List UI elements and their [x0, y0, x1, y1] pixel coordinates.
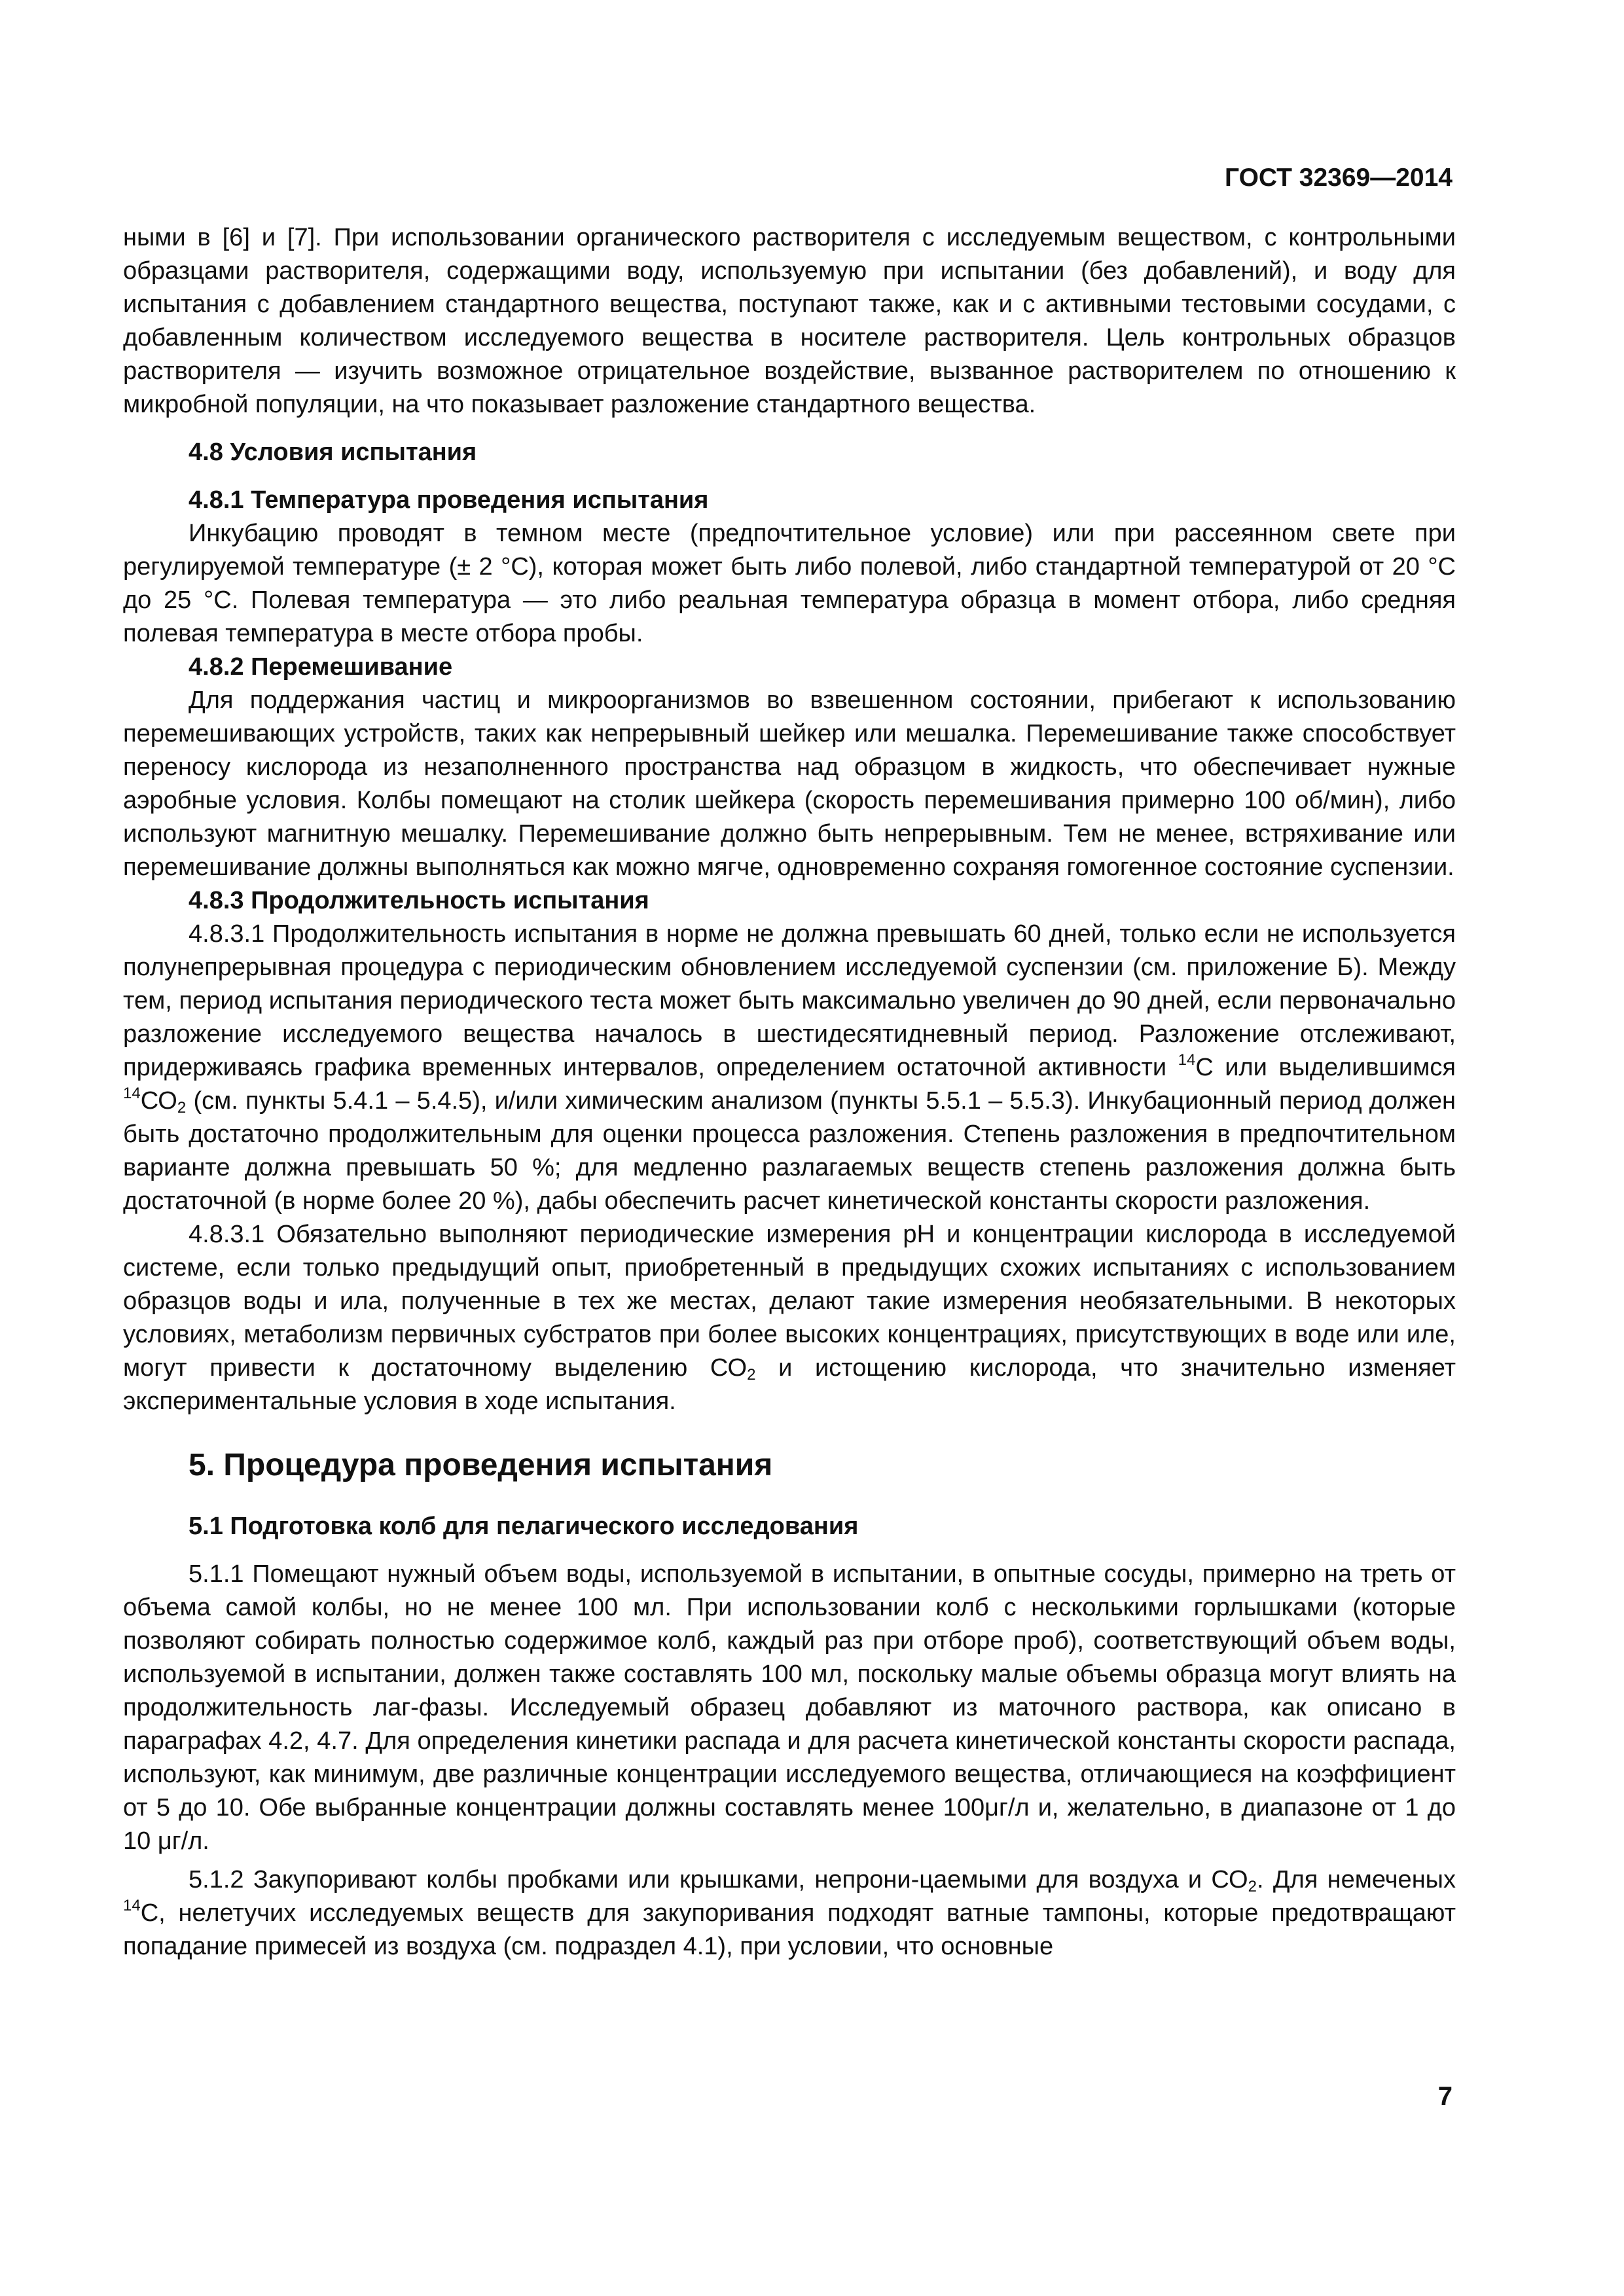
section-4-8-3-1-paragraph: [123, 918, 1456, 1218]
section-4-8-1-heading: 4.8.1 Температура проведения испытания: [189, 486, 709, 514]
superscript: 14: [123, 1085, 141, 1102]
subscript: 2: [1248, 1878, 1257, 1895]
section-5-heading: 5. Процедура проведения испытания: [189, 1448, 773, 1482]
intro-paragraph: ными в [6] и [7]. При использовании органического растворителя с исследуемым веществом, с контрольными образцами растворителя, содержащими воду, используемую при испытании (без добавлений), и воду для испытания с добавлением стандартного вещества, поступают также, как и с активными тестовыми сосудами, с добавленным количеством исследуемого вещества в носителе растворителя. Цель контрольных образцов растворителя — изучить возможное отрицательное воздействие, вызванное растворителем по отношению к микробной популяции, на что показывает разложение стандартного вещества.: [123, 224, 1456, 418]
standard-code-header: ГОСТ 32369—2014: [1225, 164, 1453, 192]
text-run: С или выделившимся: [1195, 1054, 1456, 1081]
text-run: С, нелетучих исследуемых веществ для закупоривания подходят ватные тампоны, которые предотвращают попадание примесей из воздуха (см. подраздел 4.1), при условии, что основные: [123, 1899, 1456, 1960]
section-4-8-1-paragraph: Инкубацию проводят в темном месте (предпочтительное условие) или при рассеянном свете при регулируемой температуре (± 2 °С), которая может быть либо полевой, либо стандартной температурой от 20 °С до 25 °С. Полевая температура — это либо реальная температура образца в момент отбора, либо средняя полевая температура в месте отбора пробы.: [123, 520, 1456, 647]
text-run: СО: [140, 1087, 177, 1115]
text-run: 4.8.3.1 Обязательно выполняют периодические измерения pH и концентрации кислорода в исследуемой системе, если только предыдущий опыт, приобретенный в предыдущих схожих испытаниях с использованием образцов воды и ила, полученные в тех же местах, делают такие измерения необязательными. В некоторых условиях, метаболизм первичных субстратов при более высоких концентрациях, присутствующих в воде или иле, могут привести к достаточному выделению СО: [123, 1221, 1456, 1382]
superscript: 14: [123, 1897, 141, 1914]
text-run: и истощению кислорода, что значительно изменяет экспериментальные условия в ходе испытания.: [123, 1354, 1456, 1415]
section-5-1-2-paragraph: [123, 1863, 1456, 1964]
text-run: (см. пункты 5.4.1 – 5.4.5), и/или химическим анализом (пункты 5.5.1 – 5.5.3). Инкубационный период должен быть достаточно продолжительным для оценки процесса разложения. Степень разложения в предпочтительном варианте должна превышать 50 %; для медленно разлагаемых веществ степень разложения должна быть достаточной (в норме более 20 %), дабы обеспечить расчет кинетической константы скорости разложения.: [123, 1087, 1456, 1215]
page-number: 7: [1437, 2082, 1453, 2111]
subscript: 2: [177, 1099, 187, 1117]
text-run: 4.8.3.1 Продолжительность испытания в норме не должна превышать 60 дней, только если не используется полунепрерывная процедура с периодическим обновлением исследуемой суспензии (см. приложение Б). Между тем, период испытания периодического теста может быть максимально увеличен до 90 дней, если первоначально разложение исследуемого вещества началось в шестидесятидневный период. Разложение отслеживают, придерживаясь графика временных интервалов, определением остаточной активности: [123, 920, 1456, 1081]
subscript: 2: [747, 1366, 756, 1384]
superscript: 14: [1178, 1051, 1196, 1069]
section-4-8-heading: 4.8 Условия испытания: [189, 439, 477, 466]
text-run: 5.1.2 Закупоривают колбы пробками или крышками, непрони-цаемыми для воздуха и СО: [189, 1866, 1248, 1893]
section-4-8-3-1-second-paragraph: [123, 1218, 1456, 1418]
section-4-8-2-paragraph: Для поддержания частиц и микроорганизмов во взвешенном состоянии, прибегают к использованию перемешивающих устройств, таких как непрерывный шейкер или мешалка. Перемешивание также способствует переносу кислорода из незаполненного пространства над образцом в жидкость, что обеспечивает нужные аэробные условия. Колбы помещают на столик шейкера (скорость перемешивания примерно 100 об/мин), либо используют магнитную мешалку. Перемешивание должно быть непрерывным. Тем не менее, встряхивание или перемешивание должны выполняться как можно мягче, одновременно сохраняя гомогенное состояние суспензии.: [123, 687, 1456, 881]
section-4-8-3-heading: 4.8.3 Продолжительность испытания: [189, 887, 649, 914]
text-run: . Для немеченых: [1256, 1866, 1456, 1893]
document-body: [123, 221, 1456, 1964]
section-4-8-2-heading: 4.8.2 Перемешивание: [189, 653, 453, 681]
section-5-1-heading: 5.1 Подготовка колб для пелагического исследования: [189, 1513, 859, 1540]
section-5-1-1-paragraph: 5.1.1 Помещают нужный объем воды, используемой в испытании, в опытные сосуды, примерно на треть от объема самой колбы, но не менее 100 мл. При использовании колб с несколькими горлышками (которые позволяют собирать полностью содержимое колб, каждый раз при отборе проб), соответствующий объем воды, используемой в испытании, должен также составлять 100 мл, поскольку малые объемы образца могут влиять на продолжительность лаг-фазы. Исследуемый образец добавляют из маточного раствора, как описано в параграфах 4.2, 4.7. Для определения кинетики распада и для расчета кинетической константы скорости распада, используют, как минимум, две различные концентрации исследуемого вещества, отличающиеся на коэффициент от 5 до 10. Обе выбранные концентрации должны составлять менее 100μг/л и, желательно, в диапазоне от 1 до 10 μг/л.: [123, 1560, 1456, 1855]
